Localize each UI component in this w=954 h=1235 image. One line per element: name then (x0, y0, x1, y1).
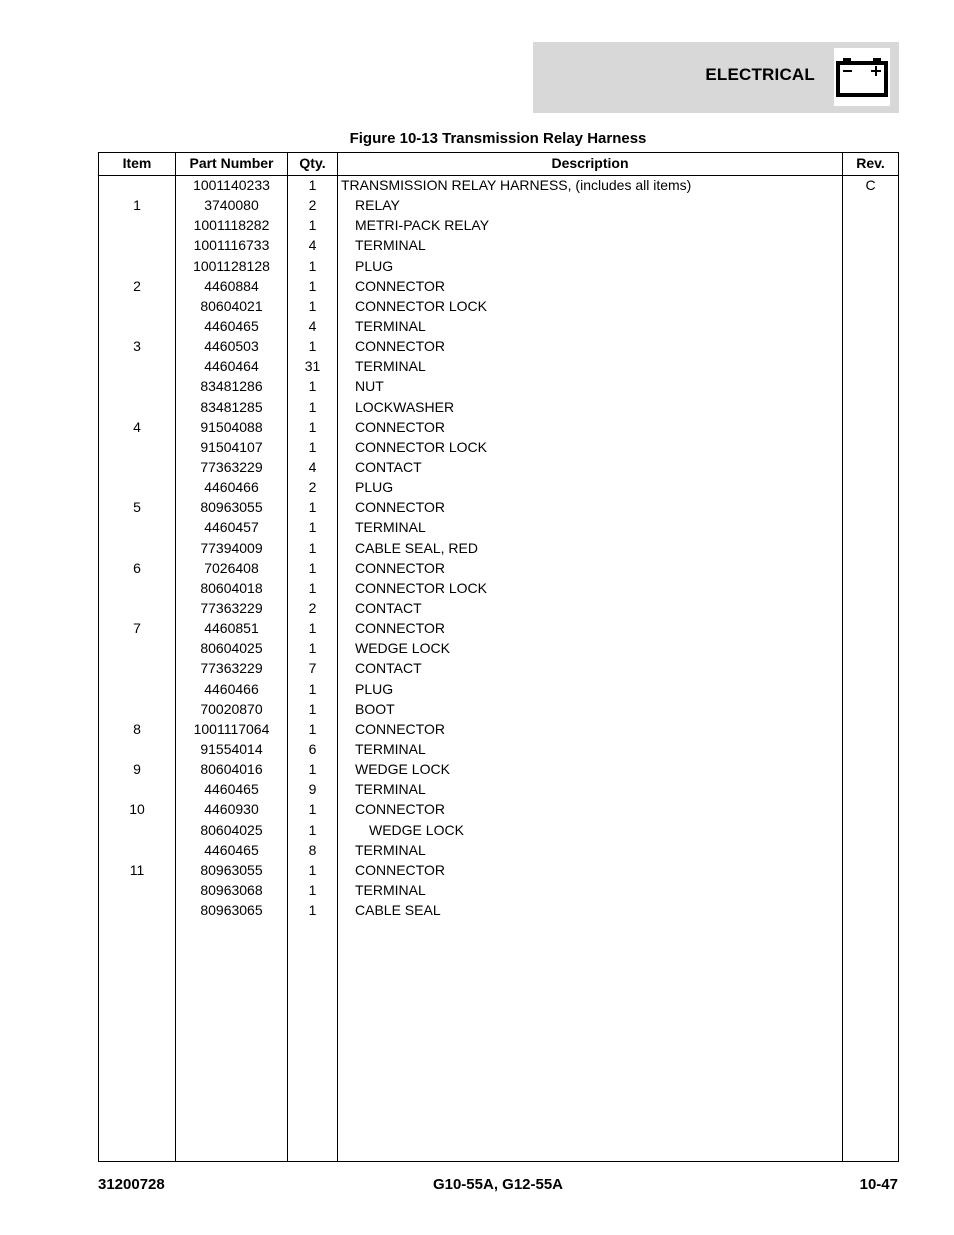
part-number-cell: 80604025 (200, 640, 263, 657)
rev-cell (843, 780, 898, 800)
part-number-cell: 4460465 (204, 781, 259, 798)
qty-cell: 1 (308, 277, 317, 294)
item-cell (99, 599, 175, 619)
rev-cell (843, 821, 898, 841)
part-number-cell: 4460503 (204, 338, 259, 355)
part-number-cell: 1001140233 (193, 177, 270, 193)
rev-cell (843, 841, 898, 861)
description-cell: CONNECTOR (355, 559, 445, 576)
part-number-cell: 4460465 (204, 841, 259, 858)
description-cell: CONTACT (355, 458, 422, 475)
qty-cell: 1 (308, 761, 317, 778)
description-cell: CONNECTOR LOCK (355, 579, 487, 596)
table-row (99, 720, 898, 740)
rev-cell (843, 478, 898, 498)
item-cell (99, 438, 175, 458)
table-row (99, 559, 898, 579)
table-row (99, 861, 898, 881)
parts-table (98, 152, 899, 1162)
section-title: ELECTRICAL (705, 65, 815, 84)
qty-cell: 1 (308, 378, 317, 395)
description-cell: TRANSMISSION RELAY HARNESS, (includes all items) (341, 177, 692, 193)
rev-cell (843, 498, 898, 518)
description-cell: PLUG (355, 257, 394, 274)
part-number-cell: 83481285 (200, 398, 263, 415)
description-cell: TERMINAL (355, 358, 426, 375)
rev-cell (843, 619, 898, 639)
part-number-cell: 4460930 (204, 801, 259, 818)
part-number-cell: 70020870 (200, 700, 263, 717)
item-cell: 6 (133, 559, 141, 576)
description-cell: TERMINAL (355, 881, 426, 898)
description-cell: CONNECTOR (355, 338, 445, 355)
qty-cell: 1 (308, 902, 317, 919)
table-row (99, 176, 898, 196)
part-number-cell: 1001128128 (193, 257, 270, 274)
item-cell (99, 398, 175, 418)
description-cell: RELAY (355, 197, 400, 214)
table-row (99, 498, 898, 518)
rev-cell (843, 458, 898, 478)
item-cell: 7 (133, 620, 141, 637)
part-number-cell: 80604018 (200, 579, 263, 596)
qty-cell: 6 (308, 740, 317, 757)
table-row (99, 478, 898, 498)
qty-cell: 1 (308, 579, 317, 596)
table-row (99, 236, 898, 256)
qty-cell: 1 (308, 217, 317, 234)
part-number-cell: 4460466 (204, 680, 259, 697)
rev-cell (843, 438, 898, 458)
qty-cell: 2 (308, 197, 317, 214)
description-cell: NUT (355, 378, 384, 395)
part-number-cell: 4460465 (204, 317, 259, 334)
item-cell (99, 518, 175, 538)
rev-cell (843, 277, 898, 297)
rev-cell (843, 216, 898, 236)
rev-cell (843, 579, 898, 599)
qty-cell: 31 (304, 358, 321, 375)
table-row (99, 841, 898, 861)
description-cell: CABLE SEAL (355, 902, 441, 919)
description-cell: CONNECTOR (355, 499, 445, 516)
qty-cell: 1 (308, 438, 317, 455)
rev-cell (843, 418, 898, 438)
rev-cell (843, 800, 898, 820)
part-number-cell: 4460466 (204, 479, 259, 496)
item-cell (99, 680, 175, 700)
part-number-cell: 91504107 (200, 438, 263, 455)
table-row (99, 196, 898, 216)
part-number-cell: 7026408 (204, 559, 259, 576)
table-row (99, 458, 898, 478)
item-cell (99, 216, 175, 236)
description-cell: METRI-PACK RELAY (355, 217, 490, 234)
qty-cell: 1 (308, 700, 317, 717)
item-cell: 2 (133, 277, 141, 294)
description-cell: CONNECTOR (355, 418, 445, 435)
qty-cell: 1 (308, 398, 317, 415)
qty-cell: 1 (308, 177, 317, 193)
table-row (99, 700, 898, 720)
description-cell: CONNECTOR (355, 861, 445, 878)
part-number-cell: 91504088 (200, 418, 263, 435)
part-number-cell: 80604016 (200, 761, 263, 778)
table-row (99, 398, 898, 418)
qty-cell: 1 (308, 640, 317, 657)
part-number-cell: 1001116733 (193, 237, 270, 254)
description-cell: LOCKWASHER (355, 398, 455, 415)
qty-cell: 1 (308, 620, 317, 637)
qty-cell: 1 (308, 418, 317, 435)
item-cell (99, 478, 175, 498)
battery-icon (834, 48, 890, 106)
table-row (99, 619, 898, 639)
part-number-cell: 80604025 (200, 821, 263, 838)
model-numbers: G10-55A, G12-55A (432, 1176, 564, 1193)
qty-cell: 9 (308, 781, 317, 798)
qty-cell: 1 (308, 881, 317, 898)
description-cell: CONNECTOR LOCK (355, 438, 487, 455)
item-cell (99, 357, 175, 377)
table-row (99, 216, 898, 236)
column-header-item: Item (122, 155, 152, 171)
table-row (99, 297, 898, 317)
rev-cell (843, 599, 898, 619)
item-cell (99, 780, 175, 800)
table-row (99, 518, 898, 538)
description-cell: PLUG (355, 479, 394, 496)
qty-cell: 1 (308, 257, 317, 274)
description-cell: CONTACT (355, 660, 422, 677)
table-row (99, 901, 898, 921)
qty-cell: 4 (308, 237, 317, 254)
rev-cell (843, 639, 898, 659)
part-number-cell: 4460457 (204, 519, 259, 536)
part-number-cell: 1001117064 (193, 720, 270, 737)
column-header-qty: Qty. (299, 155, 326, 171)
qty-cell: 1 (308, 801, 317, 818)
table-row (99, 377, 898, 397)
item-cell (99, 458, 175, 478)
item-cell (99, 740, 175, 760)
column-header-part-number: Part Number (189, 155, 274, 171)
qty-cell: 4 (308, 317, 317, 334)
table-row (99, 539, 898, 559)
description-cell: WEDGE LOCK (369, 821, 464, 838)
part-number-cell: 4460464 (204, 358, 259, 375)
rev-cell (843, 720, 898, 740)
rev-cell (843, 196, 898, 216)
qty-cell: 1 (308, 861, 317, 878)
description-cell: BOOT (355, 700, 395, 717)
description-cell: TERMINAL (355, 781, 426, 798)
description-cell: TERMINAL (355, 841, 426, 858)
part-number-cell: 80604021 (200, 297, 263, 314)
part-number-cell: 4460884 (204, 277, 259, 294)
part-number-cell: 80963068 (200, 881, 263, 898)
table-row (99, 659, 898, 679)
item-cell: 3 (133, 338, 141, 355)
part-number-cell: 77394009 (200, 539, 263, 556)
table-row (99, 780, 898, 800)
description-cell: CONNECTOR (355, 620, 445, 637)
table-row (99, 579, 898, 599)
qty-cell: 2 (308, 479, 317, 496)
part-number-cell: 1001118282 (193, 217, 270, 234)
description-cell: PLUG (355, 680, 394, 697)
document-number: 31200728 (98, 1176, 165, 1193)
page-number: 10-47 (859, 1176, 898, 1193)
part-number-cell: 77363229 (200, 599, 263, 616)
table-row (99, 740, 898, 760)
rev-cell (843, 901, 898, 921)
description-cell: TERMINAL (355, 237, 426, 254)
description-cell: CONTACT (355, 599, 422, 616)
description-cell: WEDGE LOCK (355, 640, 450, 657)
item-cell (99, 821, 175, 841)
table-row (99, 337, 898, 357)
table-row (99, 680, 898, 700)
item-cell (99, 377, 175, 397)
rev-cell (843, 518, 898, 538)
qty-cell: 1 (308, 297, 317, 314)
description-cell: CONNECTOR (355, 277, 445, 294)
rev-cell (843, 740, 898, 760)
table-row (99, 257, 898, 277)
part-number-cell: 83481286 (200, 378, 263, 395)
rev-cell: C (865, 177, 876, 193)
rev-cell (843, 539, 898, 559)
description-cell: CONNECTOR LOCK (355, 297, 487, 314)
item-cell (99, 539, 175, 559)
item-cell: 8 (133, 720, 141, 737)
table-row (99, 277, 898, 297)
qty-cell: 1 (308, 720, 317, 737)
column-header-description: Description (551, 155, 629, 171)
qty-cell: 1 (308, 821, 317, 838)
item-cell: 5 (133, 499, 141, 516)
item-cell (99, 881, 175, 901)
qty-cell: 1 (308, 680, 317, 697)
rev-cell (843, 659, 898, 679)
rev-cell (843, 861, 898, 881)
part-number-cell: 77363229 (200, 660, 263, 677)
qty-cell: 1 (308, 338, 317, 355)
table-row (99, 821, 898, 841)
item-cell: 11 (129, 861, 145, 878)
item-cell (99, 659, 175, 679)
rev-cell (843, 377, 898, 397)
rev-cell (843, 700, 898, 720)
table-row (99, 599, 898, 619)
rev-cell (843, 398, 898, 418)
rev-cell (843, 881, 898, 901)
section-header (533, 42, 899, 113)
item-cell (99, 257, 175, 277)
rev-cell (843, 317, 898, 337)
qty-cell: 7 (308, 660, 317, 677)
part-number-cell: 4460851 (204, 620, 259, 637)
item-cell: 1 (133, 197, 141, 214)
item-cell (99, 579, 175, 599)
part-number-cell: 3740080 (204, 197, 259, 214)
part-number-cell: 80963065 (200, 902, 263, 919)
qty-cell: 1 (308, 539, 317, 556)
qty-cell: 8 (308, 841, 317, 858)
table-row (99, 317, 898, 337)
item-cell (99, 236, 175, 256)
item-cell (99, 901, 175, 921)
table-row (99, 760, 898, 780)
description-cell: TERMINAL (355, 317, 426, 334)
rev-cell (843, 760, 898, 780)
table-row (99, 357, 898, 377)
qty-cell: 1 (308, 499, 317, 516)
item-cell: 9 (133, 761, 141, 778)
part-number-cell: 91554014 (200, 740, 263, 757)
figure-title: Figure 10-13 Transmission Relay Harness (349, 130, 647, 147)
column-header-rev: Rev. (856, 155, 885, 171)
item-cell: 4 (133, 418, 141, 435)
table-row (99, 639, 898, 659)
item-cell (99, 317, 175, 337)
table-row (99, 800, 898, 820)
description-cell: CONNECTOR (355, 801, 445, 818)
item-cell (99, 639, 175, 659)
table-row (99, 438, 898, 458)
item-cell: 10 (129, 801, 145, 818)
description-cell: WEDGE LOCK (355, 761, 450, 778)
rev-cell (843, 680, 898, 700)
qty-cell: 2 (308, 599, 317, 616)
description-cell: TERMINAL (355, 519, 426, 536)
rev-cell (843, 297, 898, 317)
description-cell: TERMINAL (355, 740, 426, 757)
table-row (99, 881, 898, 901)
rev-cell (843, 559, 898, 579)
rev-cell (843, 337, 898, 357)
part-number-cell: 80963055 (200, 499, 263, 516)
item-cell (99, 700, 175, 720)
table-row (99, 418, 898, 438)
table-body (99, 176, 898, 921)
item-cell (99, 841, 175, 861)
qty-cell: 4 (308, 458, 317, 475)
rev-cell (843, 257, 898, 277)
qty-cell: 1 (308, 559, 317, 576)
item-cell (99, 176, 175, 196)
qty-cell: 1 (308, 519, 317, 536)
item-cell (99, 297, 175, 317)
rev-cell (843, 236, 898, 256)
part-number-cell: 80963055 (200, 861, 263, 878)
description-cell: CABLE SEAL, RED (355, 539, 478, 556)
rev-cell (843, 357, 898, 377)
description-cell: CONNECTOR (355, 720, 445, 737)
part-number-cell: 77363229 (200, 458, 263, 475)
